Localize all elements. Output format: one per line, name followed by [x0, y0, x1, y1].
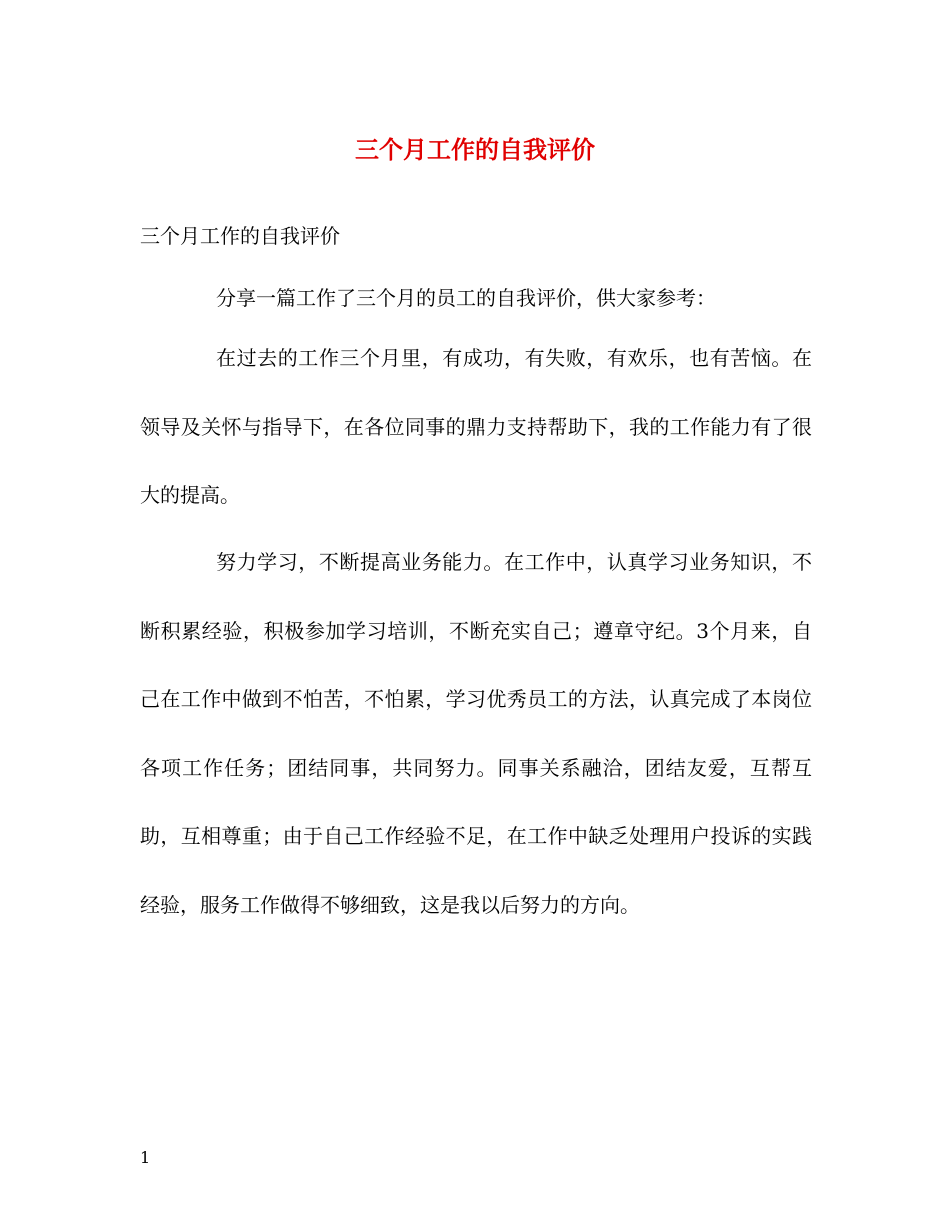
document-title: 三个月工作的自我评价 [355, 135, 595, 164]
paragraph-intro: 分享一篇工作了三个月的员工的自我评价，供大家参考： [216, 286, 716, 310]
document-subheading: 三个月工作的自我评价 [140, 224, 340, 248]
paragraph-overview: 在过去的工作三个月里，有成功，有失败，有欢乐，也有苦恼。在领导及关怀与指导下，在各位同事的鼎力支持帮助下，我的工作能力有了很大的提高。 [140, 346, 812, 507]
paragraph-details: 努力学习，不断提高业务能力。在工作中，认真学习业务知识，不断积累经验，积极参加学习培训，不断充实自己；遵章守纪。3个月来，自己在工作中做到不怕苦，不怕累，学习优秀员工的方法，认真完成了本岗位各项工作任务；团结同事，共同努力。同事关系融洽，团结友爱，互帮互助，互相尊重；由于自己工作经验不足，在工作中缺乏处理用户投诉的实践经验，服务工作做得不够细致，这是我以后努力的方向。 [140, 550, 812, 917]
page-number: 1 [140, 1148, 151, 1167]
